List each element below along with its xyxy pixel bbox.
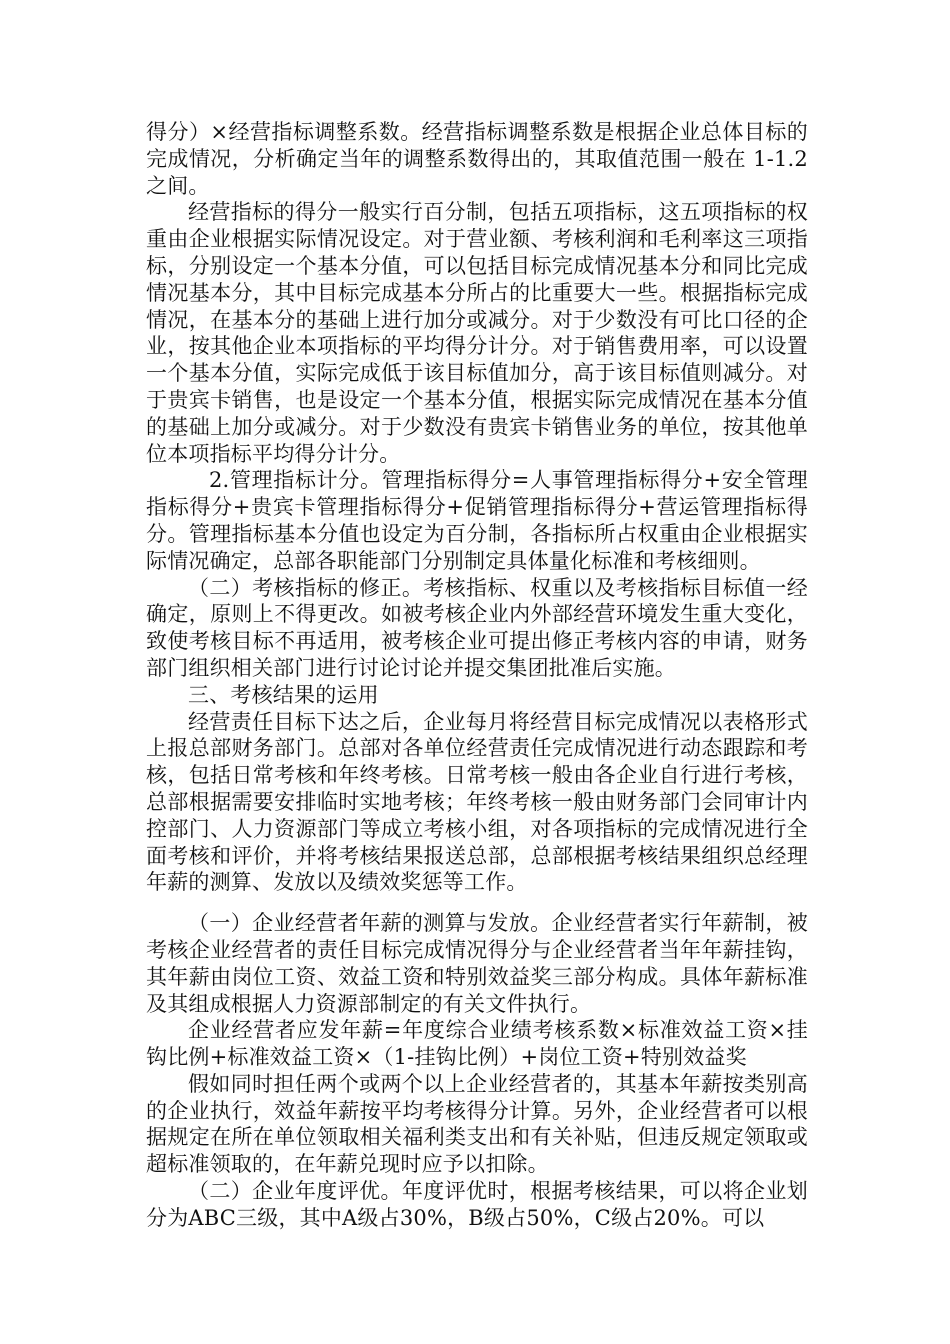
paragraph-continuation: 得分）×经营指标调整系数。经营指标调整系数是根据企业总体目标的完成情况，分析确定当年的调整系数得出的，其取值范围一般在 1-1.2 之间。: [146, 120, 808, 198]
paragraph-results-usage: 经营责任目标下达之后，企业每月将经营目标完成情况以表格形式上报总部财务部门。总部对各单位经营责任完成情况进行动态跟踪和考核，包括日常考核和年终考核。日常考核一般由各企业自行进行考核，总部根据需要安排临时实地考核；年终考核一般由财务部门会同审计内控部门、人力资源部门等成立考核小组，对各项指标的完成情况进行全面考核和评价，并将考核结果报送总部，总部根据考核结果组织总经理年薪的测算、发放以及绩效奖惩等工作。: [146, 709, 808, 895]
paragraph-salary-formula: 企业经营者应发年薪=年度综合业绩考核系数×标准效益工资×挂钩比例+标准效益工资×（1-挂钩比例）+岗位工资+特别效益奖: [146, 1018, 808, 1070]
section-heading-results: 三、考核结果的运用: [188, 682, 379, 707]
paragraph-annual-evaluation: （二）企业年度评优。年度评优时，根据考核结果，可以将企业划分为ABC三级，其中A级占30%，B级占50%，C级占20%。可以: [146, 1179, 808, 1230]
paragraph-annual-salary: （一）企业经营者年薪的测算与发放。企业经营者实行年薪制，被考核企业经营者的责任目标完成情况得分与企业经营者当年年薪挂钩，其年薪由岗位工资、效益工资和特别效益奖三部分构成。具体年薪标准及其组成根据人力资源部制定的有关文件执行。: [146, 911, 808, 1016]
paragraph-indicator-revision: （二）考核指标的修正。考核指标、权重以及考核指标目标值一经确定，原则上不得更改。如被考核企业内外部经营环境发生重大变化，致使考核目标不再适用，被考核企业可提出修正考核内容的申请，财务部门组织相关部门进行讨论讨论并提交集团批准后实施。: [146, 575, 808, 680]
paragraph-management-score: 2.管理指标计分。管理指标得分=人事管理指标得分+安全管理指标得分+贵宾卡管理指标得分+促销管理指标得分+营运管理指标得分。管理指标基本分值也设定为百分制，各指标所占权重由企业根据实际情况确定，总部各职能部门分别制定具体量化标准和考核细则。: [146, 468, 808, 573]
document-body: [146, 119, 808, 1232]
paragraph-spacer: [146, 896, 808, 910]
paragraph-multiple-roles: 假如同时担任两个或两个以上企业经营者的，其基本年薪按类别高的企业执行，效益年薪按平均考核得分计算。另外，企业经营者可以根据规定在所在单位领取相关福利类支出和有关补贴，但违反规定领取或超标准领取的，在年薪兑现时应予以扣除。: [146, 1071, 808, 1177]
paragraph-operating-score: 经营指标的得分一般实行百分制，包括五项指标，这五项指标的权重由企业根据实际情况设定。对于营业额、考核利润和毛利率这三项指标，分别设定一个基本分值，可以包括目标完成情况基本分和同比完成情况基本分，其中目标完成基本分所占的比重要大一些。根据指标完成情况，在基本分的基础上进行加分或减分。对于少数没有可比口径的企业，按其他企业本项指标的平均得分计分。对于销售费用率，可以设置一个基本分值，实际完成低于该目标值加分，高于该目标值则减分。对于贵宾卡销售，也是设定一个基本分值，根据实际完成情况在基本分值的基础上加分或减分。对于少数没有贵宾卡销售业务的单位，按其他单位本项指标平均得分计分。: [146, 200, 808, 466]
